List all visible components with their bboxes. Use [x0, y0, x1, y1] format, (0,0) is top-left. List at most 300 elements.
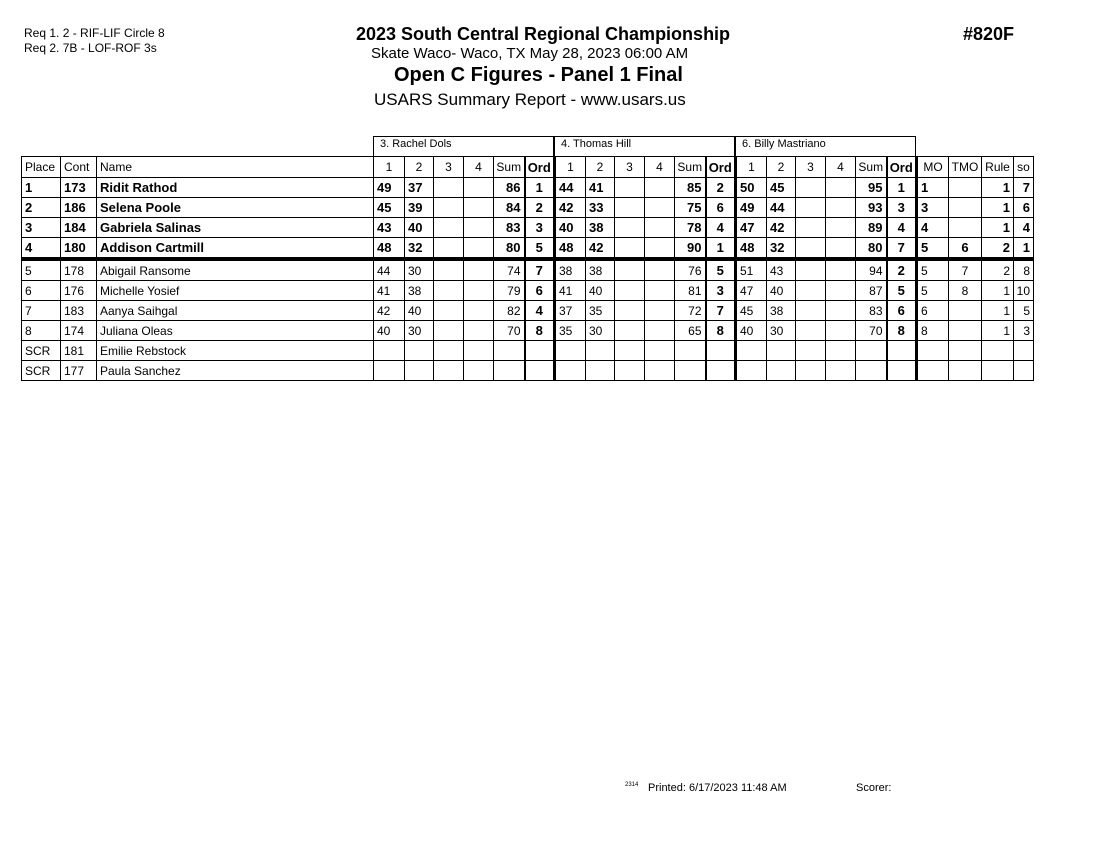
j3-score-1: 40	[736, 321, 767, 341]
j3-score-sum: 89	[856, 218, 887, 238]
j1-score-1: 45	[374, 198, 405, 218]
contestant-number: 186	[61, 198, 97, 218]
place-cell: 7	[22, 301, 61, 321]
j1-score-1: 44	[374, 259, 405, 281]
col-mo: MO	[917, 157, 949, 178]
j3-score-2: 32	[767, 238, 796, 260]
j3-score-1: 51	[736, 259, 767, 281]
j3-ordinal: 8	[887, 321, 917, 341]
j3-score-3	[796, 178, 826, 198]
col-j1-s3: 3	[434, 157, 464, 178]
j3-score-1: 48	[736, 238, 767, 260]
j3-score-4	[826, 238, 856, 260]
j1-ordinal: 5	[525, 238, 555, 260]
print-code: 2314	[625, 782, 639, 788]
contestant-number: 176	[61, 281, 97, 301]
contestant-number: 184	[61, 218, 97, 238]
skater-name: Ridit Rathod	[97, 178, 374, 198]
j1-score-4	[464, 321, 494, 341]
mo-cell	[917, 341, 949, 361]
col-j1-s1: 1	[374, 157, 405, 178]
j3-score-2: 30	[767, 321, 796, 341]
table-row	[22, 341, 1034, 361]
j1-score-2: 38	[405, 281, 434, 301]
j2-score-4	[645, 281, 675, 301]
j3-score-1: 47	[736, 218, 767, 238]
j1-score-1: 41	[374, 281, 405, 301]
j3-score-4	[826, 259, 856, 281]
j3-ordinal: 5	[887, 281, 917, 301]
skater-name: Abigail Ransome	[97, 259, 374, 281]
rule-cell: 2	[982, 238, 1014, 260]
j3-score-4	[826, 198, 856, 218]
j2-score-2: 33	[586, 198, 615, 218]
j3-score-2: 44	[767, 198, 796, 218]
col-j2-s3: 3	[615, 157, 645, 178]
j2-score-3	[615, 238, 645, 260]
col-j3-sum: Sum	[856, 157, 887, 178]
col-j2-s2: 2	[586, 157, 615, 178]
j1-score-3	[434, 259, 464, 281]
j2-score-sum: 78	[675, 218, 706, 238]
j2-score-4	[645, 341, 675, 361]
j3-score-sum: 93	[856, 198, 887, 218]
j2-ordinal: 5	[706, 259, 736, 281]
j2-score-1	[555, 361, 586, 381]
j3-score-sum	[856, 361, 887, 381]
j1-score-4	[464, 178, 494, 198]
j3-score-4	[826, 178, 856, 198]
j2-score-1: 44	[555, 178, 586, 198]
j3-score-4	[826, 281, 856, 301]
j2-score-1: 48	[555, 238, 586, 260]
j2-score-4	[645, 301, 675, 321]
tmo-cell: 8	[949, 281, 982, 301]
j3-score-4	[826, 321, 856, 341]
j2-score-2: 35	[586, 301, 615, 321]
j2-score-4	[645, 198, 675, 218]
tmo-cell	[949, 341, 982, 361]
j1-score-4	[464, 218, 494, 238]
rule-cell	[982, 341, 1014, 361]
j2-ordinal	[706, 341, 736, 361]
j3-score-3	[796, 238, 826, 260]
j2-score-4	[645, 178, 675, 198]
j1-score-3	[434, 301, 464, 321]
mo-cell: 1	[917, 178, 949, 198]
j3-score-2: 42	[767, 218, 796, 238]
j2-score-3	[615, 321, 645, 341]
j2-ordinal	[706, 361, 736, 381]
j2-score-4	[645, 321, 675, 341]
j2-score-1: 38	[555, 259, 586, 281]
j3-score-4	[826, 301, 856, 321]
j1-ordinal: 7	[525, 259, 555, 281]
j3-score-3	[796, 259, 826, 281]
j3-score-3	[796, 341, 826, 361]
j2-score-4	[645, 218, 675, 238]
j2-score-3	[615, 361, 645, 381]
rule-cell: 1	[982, 198, 1014, 218]
printed-timestamp: Printed: 6/17/2023 11:48 AM	[648, 782, 787, 794]
j3-ordinal: 1	[887, 178, 917, 198]
col-j2-s1: 1	[555, 157, 586, 178]
place-cell: 5	[22, 259, 61, 281]
j1-score-2: 30	[405, 259, 434, 281]
j3-score-sum: 80	[856, 238, 887, 260]
j1-score-sum: 70	[494, 321, 525, 341]
report-title: USARS Summary Report - www.usars.us	[374, 90, 686, 109]
j3-ordinal	[887, 341, 917, 361]
judge-header-2: 4. Thomas Hill	[554, 136, 735, 156]
col-j1-sum: Sum	[494, 157, 525, 178]
j2-score-2	[586, 361, 615, 381]
table-row	[22, 361, 1034, 381]
j1-score-1	[374, 341, 405, 361]
col-j3-s3: 3	[796, 157, 826, 178]
j3-score-1: 47	[736, 281, 767, 301]
j1-score-4	[464, 361, 494, 381]
table-header-row	[22, 157, 1034, 178]
contestant-number: 180	[61, 238, 97, 260]
j3-score-1	[736, 361, 767, 381]
so-cell	[1014, 361, 1034, 381]
so-cell: 3	[1014, 321, 1034, 341]
tmo-cell	[949, 301, 982, 321]
table-row	[22, 178, 1034, 198]
col-j2-ord: Ord	[706, 157, 736, 178]
j2-score-sum: 72	[675, 301, 706, 321]
tmo-cell	[949, 361, 982, 381]
skater-name: Addison Cartmill	[97, 238, 374, 260]
rule-cell: 2	[982, 259, 1014, 281]
col-j3-s1: 1	[736, 157, 767, 178]
j1-score-sum: 86	[494, 178, 525, 198]
col-j1-ord: Ord	[525, 157, 555, 178]
so-cell: 1	[1014, 238, 1034, 260]
j1-score-3	[434, 321, 464, 341]
skater-name: Paula Sanchez	[97, 361, 374, 381]
col-j1-s2: 2	[405, 157, 434, 178]
place-cell: SCR	[22, 361, 61, 381]
j3-score-3	[796, 321, 826, 341]
j2-ordinal: 4	[706, 218, 736, 238]
table-row	[22, 301, 1034, 321]
rule-cell: 1	[982, 178, 1014, 198]
j3-score-2: 45	[767, 178, 796, 198]
j2-score-sum: 76	[675, 259, 706, 281]
j2-score-4	[645, 238, 675, 260]
tmo-cell	[949, 218, 982, 238]
skater-name: Juliana Oleas	[97, 321, 374, 341]
page-title: 2023 South Central Regional Championship	[356, 24, 731, 44]
j3-ordinal: 4	[887, 218, 917, 238]
j1-score-1: 43	[374, 218, 405, 238]
skater-name: Emilie Rebstock	[97, 341, 374, 361]
j2-score-sum	[675, 361, 706, 381]
j3-score-1	[736, 341, 767, 361]
col-place: Place	[22, 157, 61, 178]
j1-score-1: 42	[374, 301, 405, 321]
table-row	[22, 259, 1034, 281]
j3-score-1: 49	[736, 198, 767, 218]
j3-score-3	[796, 198, 826, 218]
j3-score-sum: 95	[856, 178, 887, 198]
j3-score-2	[767, 361, 796, 381]
j2-score-1: 37	[555, 301, 586, 321]
j1-score-sum	[494, 361, 525, 381]
j1-ordinal: 3	[525, 218, 555, 238]
event-name: Open C Figures - Panel 1 Final	[394, 64, 683, 86]
place-cell: 4	[22, 238, 61, 260]
j3-score-3	[796, 361, 826, 381]
j2-score-3	[615, 281, 645, 301]
skater-name: Michelle Yosief	[97, 281, 374, 301]
j3-ordinal: 7	[887, 238, 917, 260]
j1-score-sum: 83	[494, 218, 525, 238]
tmo-cell: 7	[949, 259, 982, 281]
j1-score-3	[434, 198, 464, 218]
j3-ordinal: 3	[887, 198, 917, 218]
j1-ordinal: 1	[525, 178, 555, 198]
tmo-cell	[949, 178, 982, 198]
contestant-number: 177	[61, 361, 97, 381]
col-j2-s4: 4	[645, 157, 675, 178]
col-j2-sum: Sum	[675, 157, 706, 178]
j1-score-2: 40	[405, 218, 434, 238]
judge-header-1: 3. Rachel Dols	[373, 136, 554, 156]
col-j3-s4: 4	[826, 157, 856, 178]
j3-score-1: 45	[736, 301, 767, 321]
j2-score-sum: 75	[675, 198, 706, 218]
j3-score-2: 40	[767, 281, 796, 301]
j3-score-4	[826, 361, 856, 381]
col-j3-ord: Ord	[887, 157, 917, 178]
j2-ordinal: 3	[706, 281, 736, 301]
j1-score-sum: 84	[494, 198, 525, 218]
mo-cell: 4	[917, 218, 949, 238]
mo-cell: 3	[917, 198, 949, 218]
rule-cell	[982, 361, 1014, 381]
j2-score-3	[615, 218, 645, 238]
j3-score-3	[796, 218, 826, 238]
scorer-label: Scorer:	[856, 782, 892, 794]
j1-score-3	[434, 238, 464, 260]
j1-score-4	[464, 281, 494, 301]
table-row	[22, 198, 1034, 218]
j1-ordinal: 6	[525, 281, 555, 301]
col-j1-s4: 4	[464, 157, 494, 178]
j1-score-1: 40	[374, 321, 405, 341]
so-cell: 7	[1014, 178, 1034, 198]
mo-cell: 5	[917, 238, 949, 260]
j2-score-sum: 81	[675, 281, 706, 301]
table-row	[22, 218, 1034, 238]
mo-cell: 8	[917, 321, 949, 341]
j2-score-2: 42	[586, 238, 615, 260]
tmo-cell	[949, 198, 982, 218]
col-rule: Rule	[982, 157, 1014, 178]
mo-cell: 5	[917, 281, 949, 301]
so-cell: 4	[1014, 218, 1034, 238]
j3-score-3	[796, 301, 826, 321]
tmo-cell: 6	[949, 238, 982, 260]
col-cont: Cont	[61, 157, 97, 178]
place-cell: 1	[22, 178, 61, 198]
j2-score-2: 41	[586, 178, 615, 198]
j2-ordinal: 2	[706, 178, 736, 198]
j1-score-2: 32	[405, 238, 434, 260]
col-name: Name	[97, 157, 374, 178]
j2-score-3	[615, 341, 645, 361]
event-number: #820F	[963, 24, 1015, 44]
j1-score-2: 37	[405, 178, 434, 198]
j1-ordinal	[525, 341, 555, 361]
tmo-cell	[949, 321, 982, 341]
rule-cell: 1	[982, 321, 1014, 341]
requirement-2: Req 2. 7B - LOF-ROF 3s	[24, 41, 157, 55]
col-so: so	[1014, 157, 1034, 178]
j2-ordinal: 6	[706, 198, 736, 218]
j2-score-4	[645, 361, 675, 381]
j2-ordinal: 1	[706, 238, 736, 260]
j3-score-3	[796, 281, 826, 301]
j2-score-1: 42	[555, 198, 586, 218]
j2-score-2: 30	[586, 321, 615, 341]
contestant-number: 173	[61, 178, 97, 198]
contestant-number: 178	[61, 259, 97, 281]
j3-score-sum	[856, 341, 887, 361]
j2-score-2: 40	[586, 281, 615, 301]
j1-score-4	[464, 259, 494, 281]
j1-score-2: 40	[405, 301, 434, 321]
j1-score-3	[434, 341, 464, 361]
j3-score-4	[826, 218, 856, 238]
j1-ordinal	[525, 361, 555, 381]
col-j3-s2: 2	[767, 157, 796, 178]
j2-score-sum: 85	[675, 178, 706, 198]
mo-cell	[917, 361, 949, 381]
j2-score-1: 41	[555, 281, 586, 301]
place-cell: SCR	[22, 341, 61, 361]
j1-score-1: 48	[374, 238, 405, 260]
j1-score-4	[464, 301, 494, 321]
j3-score-sum: 83	[856, 301, 887, 321]
table-row	[22, 321, 1034, 341]
j1-score-sum: 82	[494, 301, 525, 321]
col-tmo: TMO	[949, 157, 982, 178]
j2-score-3	[615, 301, 645, 321]
j2-score-2	[586, 341, 615, 361]
j3-score-sum: 94	[856, 259, 887, 281]
mo-cell: 6	[917, 301, 949, 321]
j1-score-sum: 79	[494, 281, 525, 301]
j2-score-3	[615, 259, 645, 281]
j3-score-2: 38	[767, 301, 796, 321]
place-cell: 3	[22, 218, 61, 238]
rule-cell: 1	[982, 301, 1014, 321]
skater-name: Gabriela Salinas	[97, 218, 374, 238]
j1-score-sum: 74	[494, 259, 525, 281]
j1-ordinal: 4	[525, 301, 555, 321]
j1-score-3	[434, 281, 464, 301]
j1-score-2: 30	[405, 321, 434, 341]
table-row	[22, 281, 1034, 301]
j3-score-2	[767, 341, 796, 361]
j1-score-3	[434, 178, 464, 198]
contestant-number: 174	[61, 321, 97, 341]
j3-score-4	[826, 341, 856, 361]
j2-ordinal: 8	[706, 321, 736, 341]
j3-ordinal	[887, 361, 917, 381]
j1-ordinal: 8	[525, 321, 555, 341]
place-cell: 8	[22, 321, 61, 341]
j3-score-sum: 87	[856, 281, 887, 301]
place-cell: 2	[22, 198, 61, 218]
judge-header-3: 6. Billy Mastriano	[735, 136, 916, 156]
requirement-1: Req 1. 2 - RIF-LIF Circle 8	[24, 26, 165, 40]
skater-name: Selena Poole	[97, 198, 374, 218]
so-cell	[1014, 341, 1034, 361]
j3-score-1: 50	[736, 178, 767, 198]
j1-score-sum	[494, 341, 525, 361]
j1-score-1: 49	[374, 178, 405, 198]
j2-score-1	[555, 341, 586, 361]
j3-ordinal: 2	[887, 259, 917, 281]
so-cell: 6	[1014, 198, 1034, 218]
table-row	[22, 238, 1034, 260]
j2-ordinal: 7	[706, 301, 736, 321]
event-location-date: Skate Waco- Waco, TX May 28, 2023 06:00 AM	[371, 45, 689, 62]
j2-score-sum: 65	[675, 321, 706, 341]
j1-score-4	[464, 341, 494, 361]
so-cell: 5	[1014, 301, 1034, 321]
j1-score-4	[464, 238, 494, 260]
j1-score-4	[464, 198, 494, 218]
contestant-number: 183	[61, 301, 97, 321]
j2-score-sum: 90	[675, 238, 706, 260]
j2-score-2: 38	[586, 218, 615, 238]
j1-score-2: 39	[405, 198, 434, 218]
so-cell: 8	[1014, 259, 1034, 281]
results-table	[21, 156, 1034, 381]
j3-score-2: 43	[767, 259, 796, 281]
j1-score-2	[405, 361, 434, 381]
j1-score-2	[405, 341, 434, 361]
rule-cell: 1	[982, 218, 1014, 238]
j2-score-1: 35	[555, 321, 586, 341]
j2-score-4	[645, 259, 675, 281]
j3-score-sum: 70	[856, 321, 887, 341]
j1-score-3	[434, 218, 464, 238]
mo-cell: 5	[917, 259, 949, 281]
j1-ordinal: 2	[525, 198, 555, 218]
j1-score-3	[434, 361, 464, 381]
rule-cell: 1	[982, 281, 1014, 301]
contestant-number: 181	[61, 341, 97, 361]
place-cell: 6	[22, 281, 61, 301]
skater-name: Aanya Saihgal	[97, 301, 374, 321]
j1-score-sum: 80	[494, 238, 525, 260]
j2-score-sum	[675, 341, 706, 361]
j2-score-3	[615, 178, 645, 198]
j1-score-1	[374, 361, 405, 381]
j3-ordinal: 6	[887, 301, 917, 321]
so-cell: 10	[1014, 281, 1034, 301]
j2-score-2: 38	[586, 259, 615, 281]
j2-score-1: 40	[555, 218, 586, 238]
j2-score-3	[615, 198, 645, 218]
